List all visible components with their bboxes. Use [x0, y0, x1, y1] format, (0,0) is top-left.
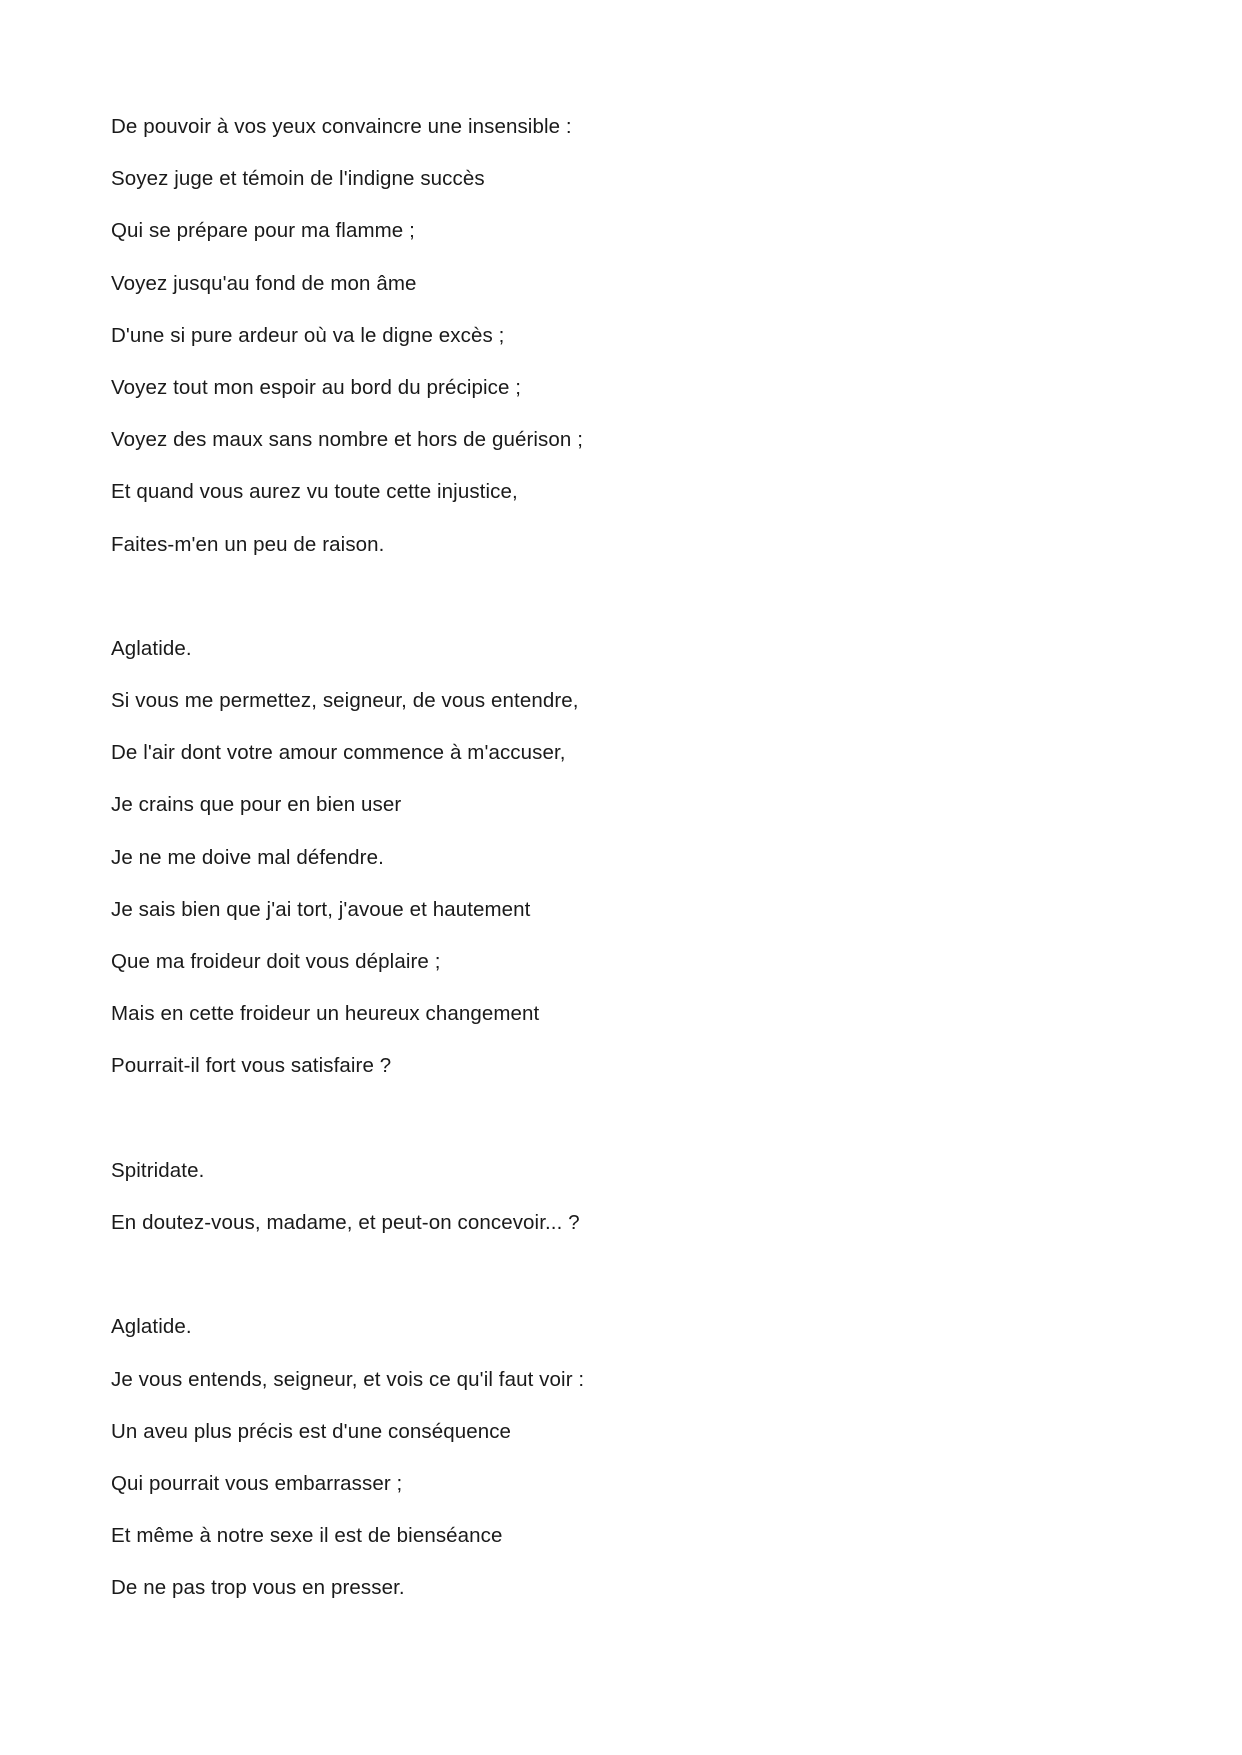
verse-line: En doutez-vous, madame, et peut-on concevoir... ? [111, 1210, 580, 1234]
stanza-gap [111, 1099, 1111, 1151]
stanza-gap [111, 577, 1111, 629]
verse-line: Soyez juge et témoin de l'indigne succès [111, 167, 485, 191]
verse-line: De pouvoir à vos yeux convaincre une insensible : [111, 115, 572, 138]
verse-block [111, 1151, 1111, 1255]
verse-line: Qui se prépare pour ma flamme ; [111, 219, 415, 243]
verse-line: Qui pourrait vous embarrasser ; [111, 1471, 403, 1495]
verse-line: Un aveu plus précis est d'une conséquence [111, 1419, 512, 1443]
verse-line: Je sais bien que j'ai tort, j'avoue et hautement [111, 897, 531, 921]
play-text [111, 107, 1111, 1620]
verse-line: Voyez tout mon espoir au bord du précipice ; [111, 375, 522, 399]
verse-line: Voyez jusqu'au fond de mon âme [111, 271, 417, 295]
verse-line: Et même à notre sexe il est de bienséance [111, 1524, 503, 1548]
verse-line: Voyez des maux sans nombre et hors de guérison ; [111, 428, 584, 452]
verse-block [111, 629, 1111, 1099]
verse-line: D'une si pure ardeur où va le digne excès ; [111, 323, 505, 347]
verse-line: Faites-m'en un peu de raison. [111, 532, 385, 556]
verse-line: Je vous entends, seigneur, et vois ce qu'il faut voir : [111, 1367, 585, 1391]
verse-block [111, 1307, 1111, 1620]
verse-line: Et quand vous aurez vu toute cette injustice, [111, 480, 518, 504]
verse-line: Que ma froideur doit vous déplaire ; [111, 950, 441, 973]
speaker-name: Spitridate. [111, 1158, 205, 1182]
verse-block [111, 107, 1111, 577]
verse-line: Je ne me doive mal défendre. [111, 845, 384, 869]
verse-line: De l'air dont votre amour commence à m'accuser, [111, 741, 566, 765]
speaker-name: Aglatide. [111, 636, 192, 660]
speaker-name: Aglatide. [111, 1315, 192, 1339]
verse-line: De ne pas trop vous en presser. [111, 1576, 405, 1600]
verse-line: Si vous me permettez, seigneur, de vous entendre, [111, 689, 579, 713]
verse-line: Pourrait-il fort vous satisfaire ? [111, 1054, 392, 1078]
stanza-gap [111, 1255, 1111, 1307]
verse-line: Mais en cette froideur un heureux changement [111, 1002, 540, 1026]
verse-line: Je crains que pour en bien user [111, 793, 402, 817]
